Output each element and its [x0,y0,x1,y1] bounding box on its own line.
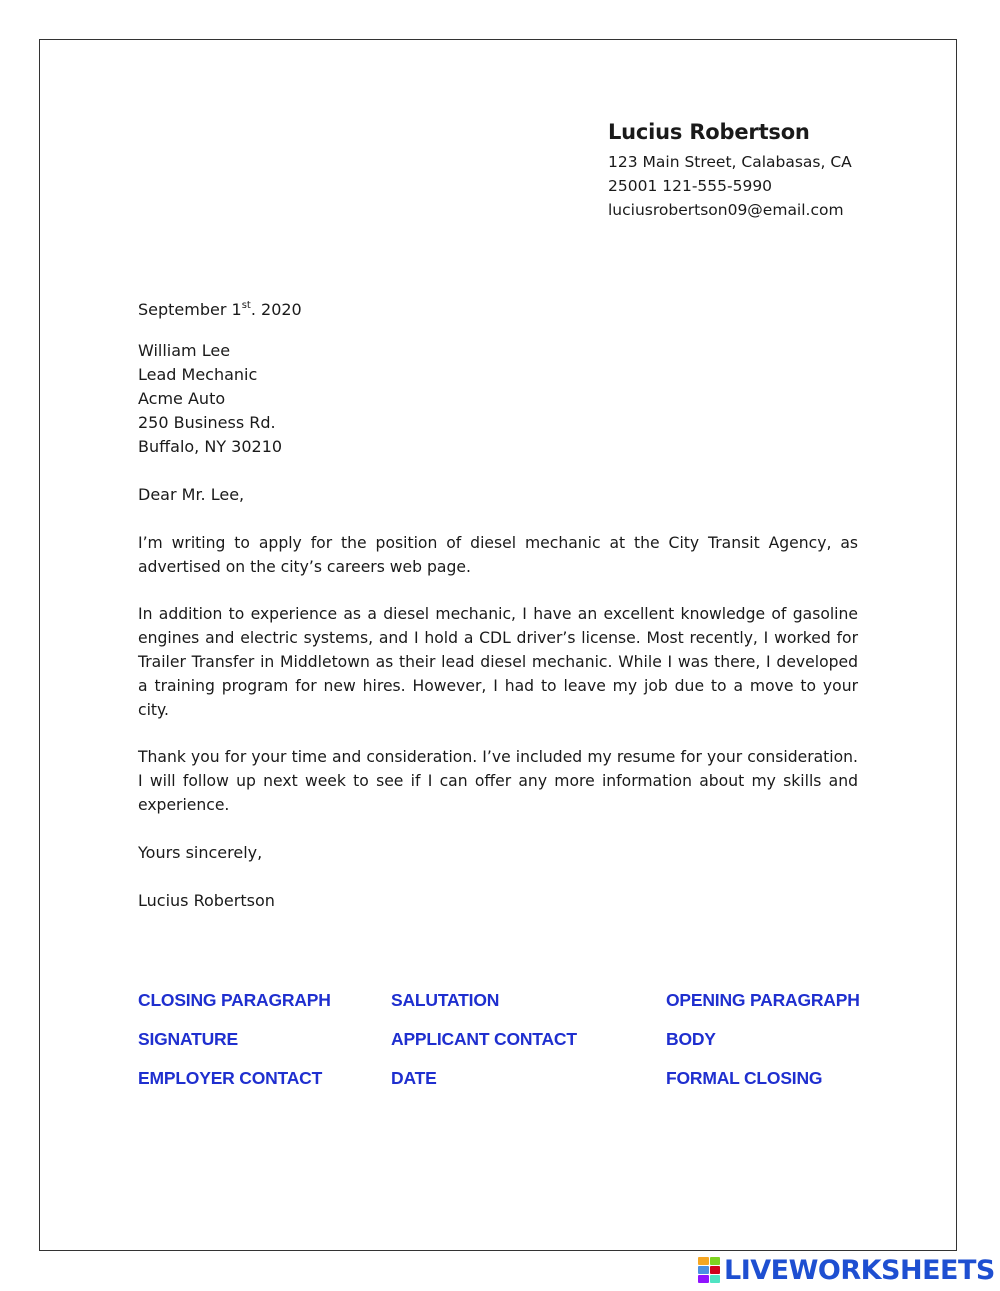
label-signature[interactable]: SIGNATURE [138,1029,238,1049]
opening-paragraph-text: I’m writing to apply for the position of diesel mechanic at the City Transit Agency, as advertised on the city’s careers web page. [138,534,858,576]
label-salutation[interactable]: SALUTATION [391,990,500,1010]
recipient-title: Lead Mechanic [138,365,258,384]
liveworksheets-brand [698,1254,995,1286]
signature-text: Lucius Robertson [138,891,275,910]
label-formal-closing[interactable]: FORMAL CLOSING [666,1068,823,1088]
salutation-text: Dear Mr. Lee, [138,485,245,504]
date-suffix: . 2020 [250,300,302,319]
recipient-street: 250 Business Rd. [138,413,276,432]
label-date[interactable]: DATE [391,1068,437,1088]
sender-name: Lucius Robertson [608,120,810,144]
sender-email: luciusrobertson09@email.com [608,201,844,219]
recipient-company: Acme Auto [138,389,226,408]
label-closing-paragraph[interactable]: CLOSING PARAGRAPH [138,990,331,1010]
sender-address-line-1: 123 Main Street, Calabasas, CA [608,153,852,171]
label-body[interactable]: BODY [666,1029,716,1049]
letter-date [138,298,302,322]
date-prefix: September 1 [138,300,242,319]
formal-closing-text: Yours sincerely, [138,843,263,862]
recipient-contact-block [138,339,282,459]
recipient-name: William Lee [138,341,231,360]
body-paragraph-text: In addition to experience as a diesel mechanic, I have an excellent knowledge of gasoline engines and electric systems, and I hold a CDL driver’s license. Most recently, I worked for Trailer Transfer in Middletown as their lead diesel mechanic. While I was there, I developed a training program for new hires. However, I had to leave my job due to a move to your city. [138,605,858,719]
date-superscript: st [241,300,251,311]
label-applicant-contact[interactable]: APPLICANT CONTACT [391,1029,577,1049]
closing-paragraph-text: Thank you for your time and consideration. I’ve included my resume for your consideration. I will follow up next week to see if I can offer any more information about my skills and experience. [138,748,858,814]
recipient-city: Buffalo, NY 30210 [138,437,283,456]
liveworksheets-wordmark: LIVEWORKSHEETS [724,1254,995,1286]
sender-contact-block [608,116,908,222]
sender-address-line-2: 25001 121-555-5990 [608,177,773,195]
label-opening-paragraph[interactable]: OPENING PARAGRAPH [666,990,860,1010]
liveworksheets-logo-icon [698,1257,720,1283]
label-employer-contact[interactable]: EMPLOYER CONTACT [138,1068,323,1088]
